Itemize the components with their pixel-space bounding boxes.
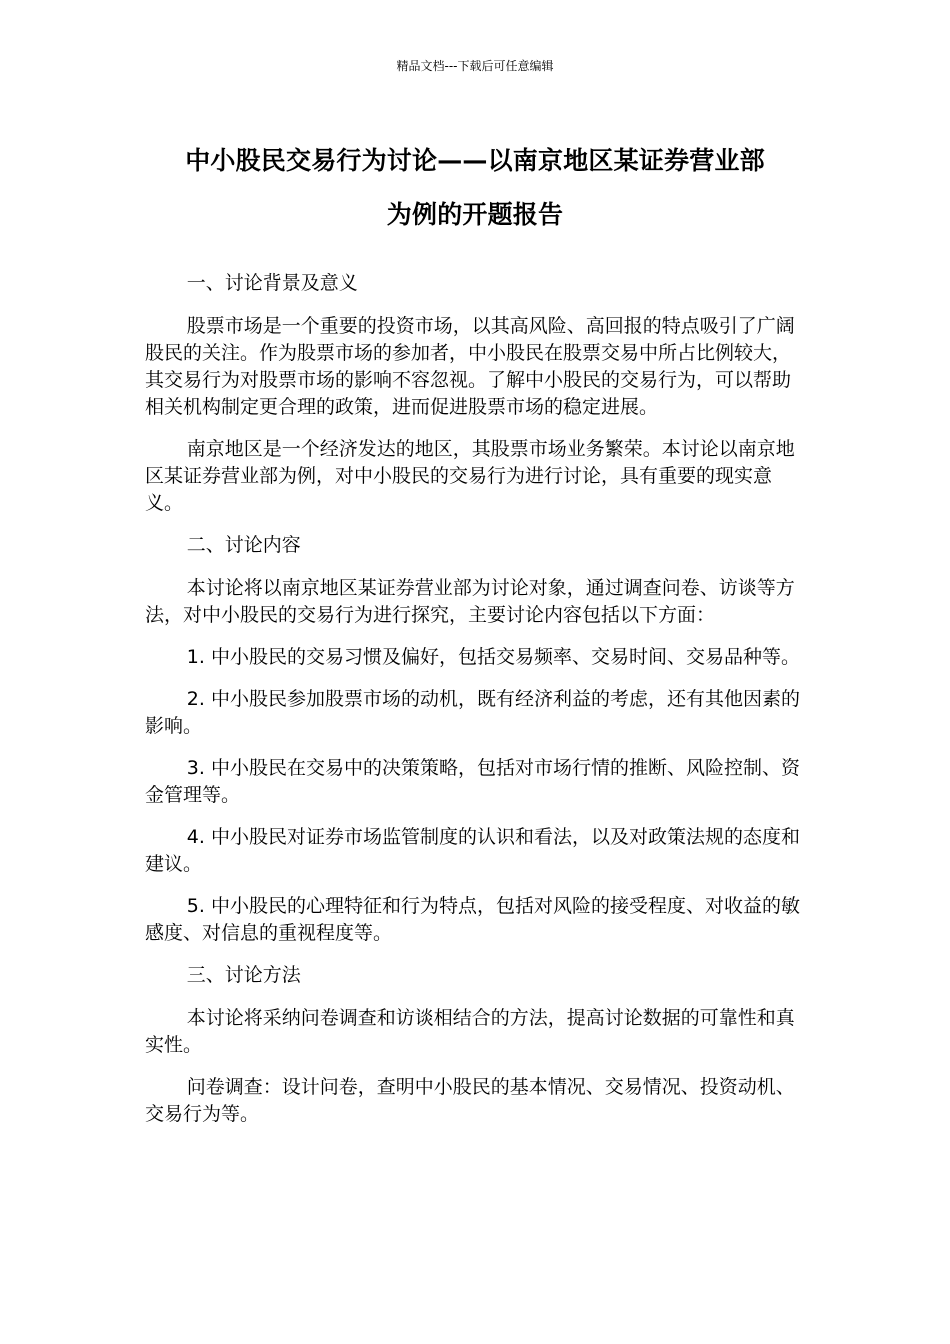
paragraph: 本讨论将采纳问卷调查和访谈相结合的方法，提高讨论数据的可靠性和真实性。 — [145, 1007, 795, 1056]
section-heading-background: 一、讨论背景及意义 — [186, 272, 358, 294]
title-line-1: 中小股民交易行为讨论——以南京地区某证券营业部 — [185, 146, 765, 175]
list-item: 4. 中小股民对证券市场监管制度的认识和看法，以及对政策法规的态度和建议。 — [145, 826, 800, 875]
paragraph: 问卷调查：设计问卷，查明中小股民的基本情况、交易情况、投资动机、交易行为等。 — [145, 1076, 795, 1125]
list-item: 5. 中小股民的心理特征和行为特点，包括对风险的接受程度、对收益的敏感度、对信息的重视程度等。 — [145, 895, 800, 944]
section-heading-content: 二、讨论内容 — [186, 534, 301, 556]
paragraph: 股票市场是一个重要的投资市场，以其高风险、高回报的特点吸引了广阔股民的关注。作为股票市场的参加者，中小股民在股票交易中所占比例较大，其交易行为对股票市场的影响不容忽视。了解中小股民的交易行为，可以帮助相关机构制定更合理的政策，进而促进股票市场的稳定进展。 — [145, 315, 795, 418]
paragraph: 南京地区是一个经济发达的地区，其股票市场业务繁荣。本讨论以南京地区某证券营业部为例，对中小股民的交易行为进行讨论，具有重要的现实意义。 — [145, 438, 795, 514]
document-body — [145, 270, 800, 1143]
list-item: 2. 中小股民参加股票市场的动机，既有经济利益的考虑，还有其他因素的影响。 — [145, 688, 800, 737]
title-line-2: 为例的开题报告 — [386, 200, 564, 229]
section-heading-method: 三、讨论方法 — [186, 964, 301, 986]
list-item: 3. 中小股民在交易中的决策策略，包括对市场行情的推断、风险控制、资金管理等。 — [145, 757, 800, 806]
document-title — [120, 134, 830, 242]
paragraph: 本讨论将以南京地区某证券营业部为讨论对象，通过调查问卷、访谈等方法，对中小股民的交易行为进行探究，主要讨论内容包括以下方面： — [145, 577, 795, 626]
list-item: 1. 中小股民的交易习惯及偏好，包括交易频率、交易时间、交易品种等。 — [186, 646, 800, 668]
page-header: 精品文档---下载后可任意编辑 — [396, 59, 554, 73]
